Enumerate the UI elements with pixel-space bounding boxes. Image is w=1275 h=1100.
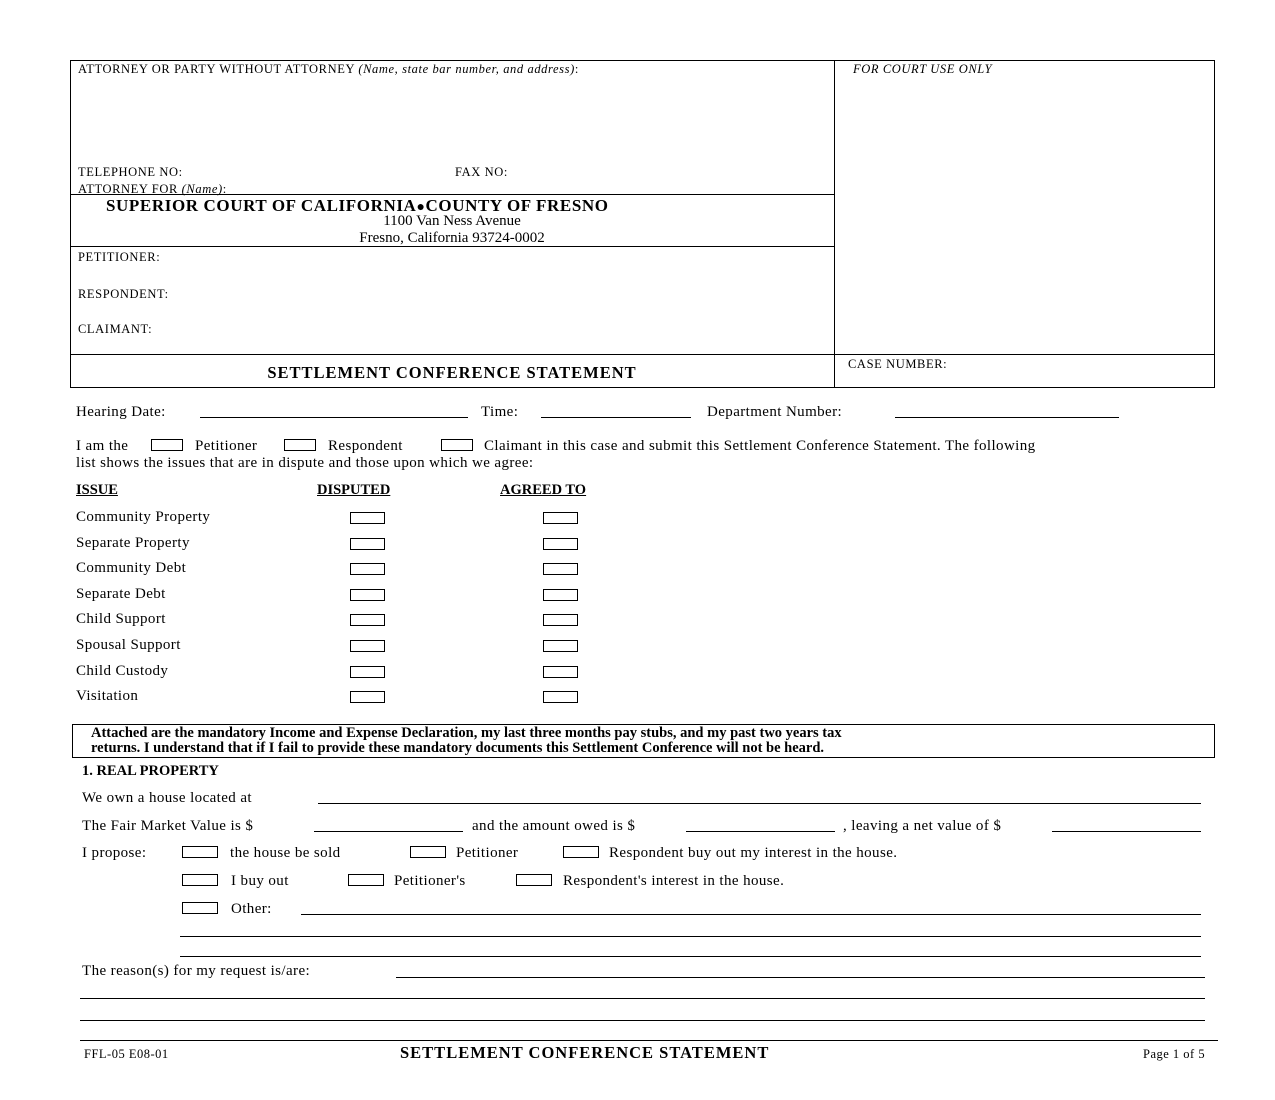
department-input[interactable] xyxy=(895,403,1119,418)
buy-respondents-label: Respondent's interest in the house. xyxy=(563,873,785,889)
agreed-checkbox[interactable] xyxy=(543,563,578,575)
fmv-label: The Fair Market Value is $ xyxy=(82,818,254,834)
notice-line-2: returns. I understand that if I fail to provide these mandatory documents this Settlement Conference will not be heard. xyxy=(91,740,825,756)
agreed-checkbox[interactable] xyxy=(543,666,578,678)
i-buy-out-checkbox[interactable] xyxy=(182,874,218,886)
attorney-for-text: ATTORNEY FOR xyxy=(78,182,178,196)
buy-petitioners-label: Petitioner's xyxy=(394,873,466,889)
hearing-date-label: Hearing Date: xyxy=(76,404,166,420)
issue-label: Community Property xyxy=(76,509,211,525)
party-respondent-checkbox[interactable] xyxy=(284,439,316,451)
party-petitioner-label: Petitioner xyxy=(195,438,258,454)
form-title: SETTLEMENT CONFERENCE STATEMENT xyxy=(267,363,637,382)
disputed-checkbox[interactable] xyxy=(350,589,385,601)
court-bullet: ● xyxy=(416,200,426,215)
telephone-label: TELEPHONE NO: xyxy=(78,165,183,179)
other-input-3[interactable] xyxy=(180,942,1201,957)
i-buy-out-label: I buy out xyxy=(231,873,289,889)
attorney-for-italic: (Name) xyxy=(181,182,223,196)
disputed-checkbox[interactable] xyxy=(350,512,385,524)
agreed-checkbox[interactable] xyxy=(543,538,578,550)
petitioner-buyout-label: Petitioner xyxy=(456,845,519,861)
issue-label: Separate Property xyxy=(76,534,190,551)
disputed-checkbox[interactable] xyxy=(350,563,385,575)
attorney-label-italic: (Name, state bar number, and address) xyxy=(358,62,575,76)
agreed-checkbox[interactable] xyxy=(543,640,578,652)
house-located-label: We own a house located at xyxy=(82,790,252,806)
issue-label: Child Support xyxy=(76,611,166,628)
issue-label: Visitation xyxy=(76,688,139,705)
buy-petitioners-checkbox[interactable] xyxy=(348,874,384,886)
party-petitioner-checkbox[interactable] xyxy=(151,439,183,451)
house-sold-label: the house be sold xyxy=(230,845,341,861)
court-address-2: Fresno, California 93724-0002 xyxy=(359,230,545,246)
issue-label: Community Debt xyxy=(76,560,187,577)
attorney-label-colon: : xyxy=(574,62,579,76)
footer-page: Page 1 of 5 xyxy=(1143,1047,1206,1061)
other-input-2[interactable] xyxy=(180,922,1201,937)
i-am-the-label: I am the xyxy=(76,438,129,454)
i-propose-label: I propose: xyxy=(82,845,147,861)
buy-respondents-checkbox[interactable] xyxy=(516,874,552,886)
disputed-checkbox[interactable] xyxy=(350,538,385,550)
reasons-input-3[interactable] xyxy=(80,1006,1205,1021)
fmv-input[interactable] xyxy=(314,817,463,832)
disputed-checkbox[interactable] xyxy=(350,666,385,678)
intro-claimant-text: Claimant in this case and submit this Settlement Conference Statement. The following xyxy=(484,438,1036,454)
hearing-date-input[interactable] xyxy=(200,403,468,418)
title-rule xyxy=(70,354,1215,355)
department-label: Department Number: xyxy=(707,404,843,420)
caption-divider xyxy=(834,60,835,388)
other-label: Other: xyxy=(231,901,272,917)
claimant-label: CLAIMANT: xyxy=(78,322,153,336)
agreed-checkbox[interactable] xyxy=(543,589,578,601)
attorney-for-colon: : xyxy=(222,182,227,196)
net-value-input[interactable] xyxy=(1052,817,1201,832)
reasons-input-2[interactable] xyxy=(80,984,1205,999)
attorney-label-text: ATTORNEY OR PARTY WITHOUT ATTORNEY xyxy=(78,62,355,76)
real-property-heading: 1. REAL PROPERTY xyxy=(82,763,219,779)
disputed-checkbox[interactable] xyxy=(350,614,385,626)
issue-column-header: ISSUE xyxy=(76,482,118,498)
respondent-buyout-label: Respondent buy out my interest in the house. xyxy=(609,845,898,861)
issue-label: Separate Debt xyxy=(76,585,166,602)
court-address-1: 1100 Van Ness Avenue xyxy=(383,213,521,229)
amount-owed-input[interactable] xyxy=(686,817,835,832)
attorney-for-label xyxy=(78,182,227,197)
party-respondent-label: Respondent xyxy=(328,438,403,454)
petitioner-label: PETITIONER: xyxy=(78,250,161,264)
footer-rule xyxy=(80,1040,1218,1041)
house-sold-checkbox[interactable] xyxy=(182,846,218,858)
party-claimant-checkbox[interactable] xyxy=(441,439,473,451)
house-address-input[interactable] xyxy=(318,789,1201,804)
fax-label: FAX NO: xyxy=(455,165,508,179)
notice-line-1: Attached are the mandatory Income and Expense Declaration, my last three months pay stubs, and my past two years tax xyxy=(91,725,842,741)
agreed-checkbox[interactable] xyxy=(543,512,578,524)
court-name-right: COUNTY OF FRESNO xyxy=(425,196,609,215)
respondent-label: RESPONDENT: xyxy=(78,287,169,301)
time-label: Time: xyxy=(481,404,519,420)
court-name-left: SUPERIOR COURT OF CALIFORNIA xyxy=(106,196,417,215)
time-input[interactable] xyxy=(541,403,691,418)
reasons-input-1[interactable] xyxy=(396,963,1205,978)
disputed-column-header: DISPUTED xyxy=(317,482,391,498)
respondent-buyout-checkbox[interactable] xyxy=(563,846,599,858)
footer-title: SETTLEMENT CONFERENCE STATEMENT xyxy=(400,1043,770,1062)
agreed-checkbox[interactable] xyxy=(543,691,578,703)
other-input-1[interactable] xyxy=(301,900,1201,915)
other-checkbox[interactable] xyxy=(182,902,218,914)
amount-owed-label: and the amount owed is $ xyxy=(472,818,636,834)
disputed-checkbox[interactable] xyxy=(350,640,385,652)
reasons-label: The reason(s) for my request is/are: xyxy=(82,963,311,979)
net-value-label: , leaving a net value of $ xyxy=(843,818,1002,834)
issue-label: Spousal Support xyxy=(76,637,181,653)
issue-label: Child Custody xyxy=(76,662,169,679)
disputed-checkbox[interactable] xyxy=(350,691,385,703)
agreed-column-header: AGREED TO xyxy=(500,482,587,498)
court-use-label: FOR COURT USE ONLY xyxy=(853,62,993,76)
petitioner-buyout-checkbox[interactable] xyxy=(410,846,446,858)
case-number-label: CASE NUMBER: xyxy=(848,357,948,371)
attorney-label xyxy=(78,62,579,77)
intro-line-2: list shows the issues that are in dispute and those upon which we agree: xyxy=(76,455,534,471)
agreed-checkbox[interactable] xyxy=(543,614,578,626)
footer-form-code: FFL-05 E08-01 xyxy=(84,1047,169,1061)
